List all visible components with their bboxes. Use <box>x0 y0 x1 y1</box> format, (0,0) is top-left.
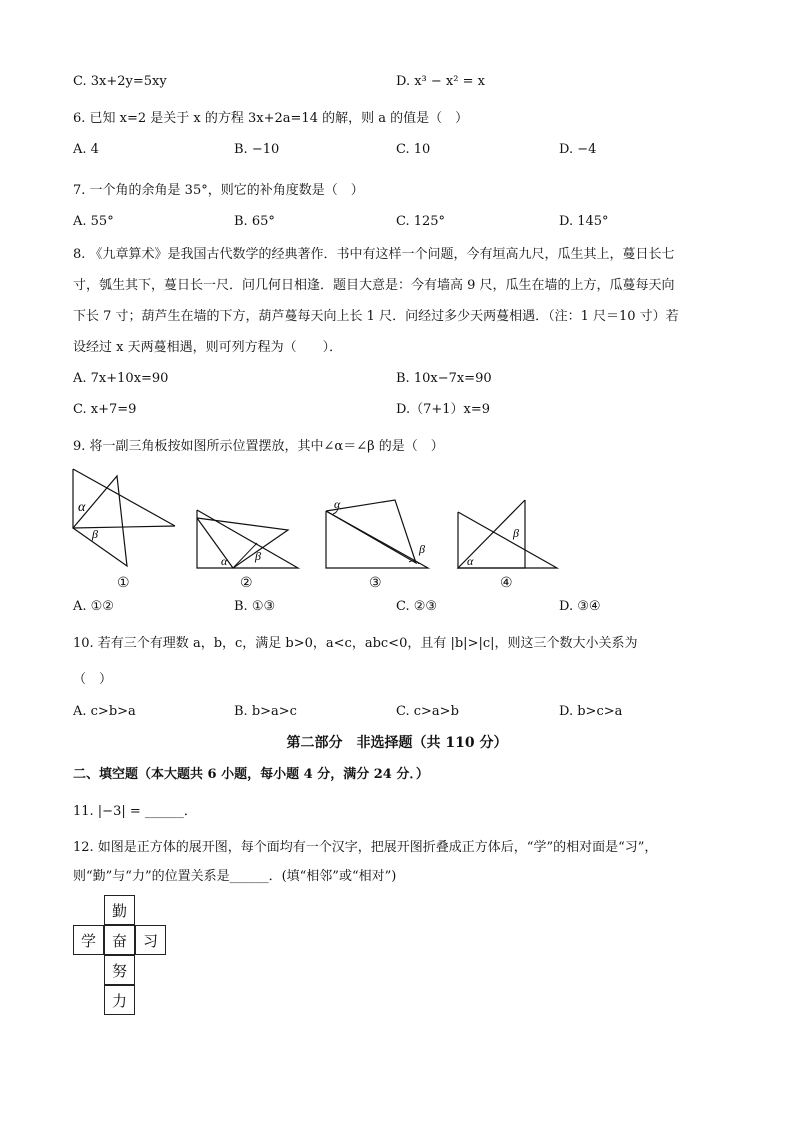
q8-option-a: A. 7x+10x=90 <box>73 371 169 386</box>
q7-option-b: B. 65° <box>234 214 275 229</box>
q7-option-d: D. 145° <box>559 214 609 229</box>
part2-title: 第二部分 非选择题（共 110 分） <box>286 735 508 751</box>
q7-option-c: C. 125° <box>396 214 446 229</box>
q8-line-4: 设经过 x 天两蔓相遇，则可列方程为（ ）． <box>73 340 343 355</box>
q9-figure-3 <box>323 497 431 573</box>
fig1-beta: β <box>92 527 98 541</box>
q9-fig-label-2: ② <box>240 575 253 591</box>
fig4-beta: β <box>513 526 519 540</box>
q10-option-a: A. c>b>a <box>73 704 136 719</box>
q10-option-b: B. b>a>c <box>234 704 297 719</box>
q10-option-c: C. c>a>b <box>396 704 459 719</box>
q9-fig-label-1: ① <box>117 575 130 591</box>
q10-option-d: D. b>c>a <box>559 704 623 719</box>
q8-option-c: C. x+7=9 <box>73 402 137 417</box>
q9-option-c: C. ②③ <box>396 599 438 614</box>
q9-option-b: B. ①③ <box>234 599 276 614</box>
fig2-alpha: α <box>221 554 228 568</box>
section-fill-in-heading: 二、填空题（本大题共 6 小题，每小题 4 分，满分 24 分．） <box>73 767 429 782</box>
q8-option-b: B. 10x−7x=90 <box>396 371 492 386</box>
fig4-alpha: α <box>467 554 474 568</box>
q6-option-b: B. −10 <box>234 142 280 157</box>
q6-option-c: C. 10 <box>396 142 431 157</box>
fig3-beta: β <box>419 542 425 556</box>
q7-option-a: A. 55° <box>73 214 114 229</box>
q8-line-2: 寸，瓠生其下，蔓日长一尺．问几何日相逢．题目大意是：今有墙高 9 尺，瓜生在墙的上方，瓜蔓每天向 <box>73 278 675 293</box>
net-face-right: 习 <box>135 925 166 955</box>
q5-option-d: D. x³ − x² = x <box>396 74 485 89</box>
q6-option-d: D. −4 <box>559 142 597 157</box>
q9-stem: 9. 将一副三角板按如图所示位置摆放，其中∠α＝∠β 的是（ ） <box>73 439 444 454</box>
fig1-alpha: α <box>78 500 86 515</box>
q9-figure-2 <box>195 508 300 572</box>
net-face-top: 勤 <box>104 895 135 925</box>
q7-stem: 7. 一个角的余角是 35°，则它的补角度数是（ ） <box>73 183 364 198</box>
q10-stem: 10. 若有三个有理数 a，b，c，满足 b>0，a<c，abc<0，且有 |b|>|c|，则这三个数大小关系为 <box>73 636 638 651</box>
net-face-below-2: 力 <box>104 985 135 1015</box>
q6-option-a: A. 4 <box>73 142 99 157</box>
q12-line-2: 则“勤”与“力”的位置关系是______．(填“相邻”或“相对”) <box>73 869 397 884</box>
q6-stem: 6. 已知 x=2 是关于 x 的方程 3x+2a=14 的解，则 a 的值是（ ） <box>73 111 469 126</box>
net-face-below-1: 努 <box>104 955 135 985</box>
fig3-alpha: α <box>334 497 341 511</box>
q12-line-1: 12. 如图是正方体的展开图，每个面均有一个汉字，把展开图折叠成正方体后，“学”的相对面是“习”， <box>73 840 658 855</box>
q11-text: 11. |−3| = ______． <box>73 804 197 819</box>
q9-figure-1 <box>70 466 180 566</box>
net-face-left: 学 <box>73 925 104 955</box>
q9-option-a: A. ①② <box>73 599 114 614</box>
q9-figure-4 <box>455 497 560 573</box>
net-face-center: 奋 <box>104 925 135 955</box>
fig2-beta: β <box>255 549 261 563</box>
q9-option-d: D. ③④ <box>559 599 601 614</box>
q8-line-1: 8. 《九章算术》是我国古代数学的经典著作．书中有这样一个问题，今有垣高九尺，瓜生其上，蔓日长七 <box>73 247 675 262</box>
q9-fig-label-3: ③ <box>369 575 382 591</box>
fig2-triangle-b <box>197 518 288 568</box>
fig1-triangle-b <box>73 476 127 566</box>
q10-paren: （ ） <box>73 672 113 687</box>
cube-net <box>73 895 166 1017</box>
q8-option-d: D.（7+1）x=9 <box>396 402 491 417</box>
q9-fig-label-4: ④ <box>500 575 513 591</box>
q8-line-3: 下长 7 寸；葫芦生在墙的下方，葫芦蔓每天向上长 1 尺．问经过多少天两蔓相遇．（注：1 尺＝10 寸）若 <box>73 309 679 324</box>
q5-option-c: C. 3x+2y=5xy <box>73 74 167 89</box>
